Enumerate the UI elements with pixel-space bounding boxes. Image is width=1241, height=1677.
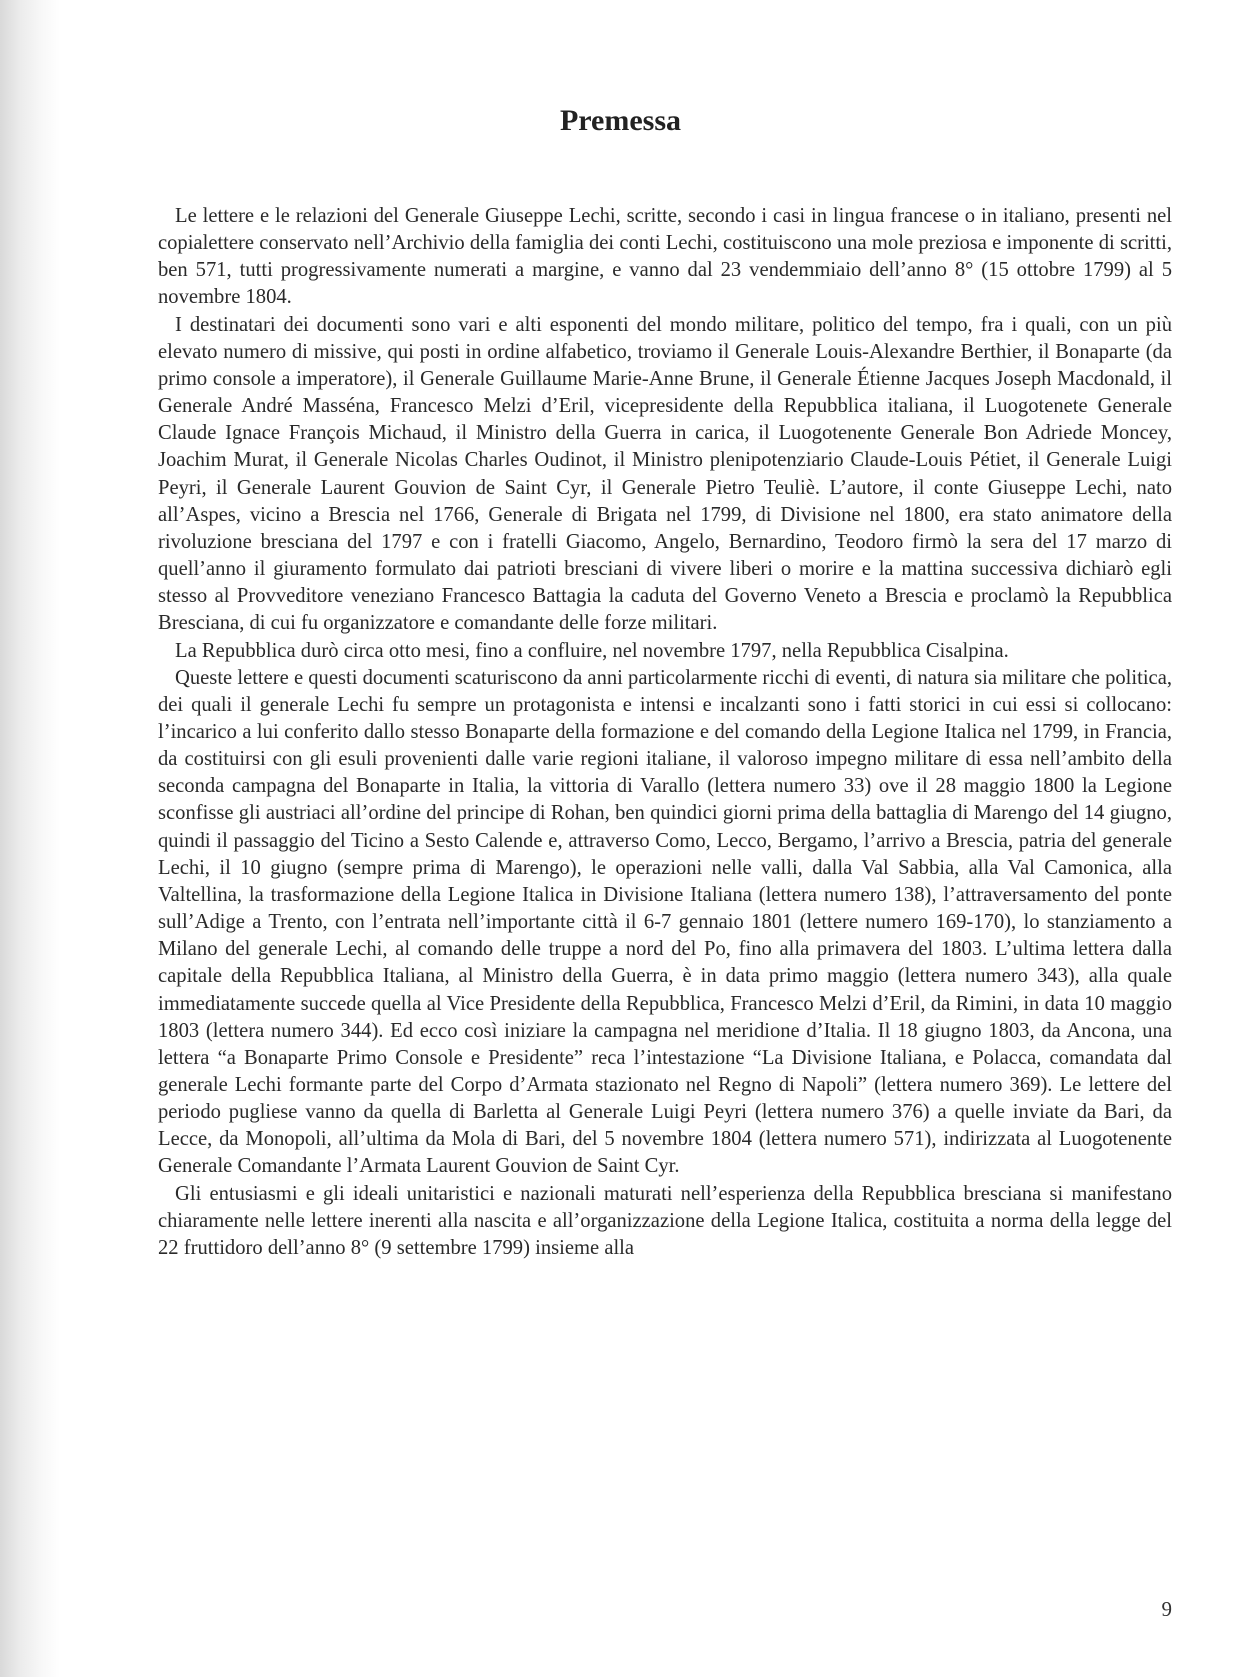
paragraph-republic: La Repubblica durò circa otto mesi, fino a confluire, nel novembre 1797, nella Repubblica Cisalpina.: [175, 639, 1009, 662]
page-number: 9: [1161, 1597, 1172, 1621]
paragraph-intro: Le lettere e le relazioni del Generale Giuseppe Lechi, scritte, secondo i casi in lingua francese o in italiano, presenti nel copialettere conservato nell’Archivio della famiglia dei conti Lechi, costituiscono una mole preziosa e imponente di scritti, ben 571, tutti progressivamente numerati a margine, e vanno dal 23 vendemmiaio dell’anno 8° (15 ottobre 1799) al 5 novembre 1804.: [158, 205, 1172, 309]
paragraph-events: Queste lettere e questi documenti scaturiscono da anni particolarmente ricchi di eventi, di natura sia militare che politica, dei quali il generale Lechi fu sempre un protagonista e intensi e incalzanti sono i fatti storici in cui essi si collocano: l’incarico a lui conferito dallo stesso Bonaparte della formazione e del comando della Legione Italica nel 1799, in Francia, da costituirsi con gli esuli provenienti dalle varie regioni italiane, il valoroso impegno militare di essa nell’ambito della seconda campagna del Bonaparte in Italia, la vittoria di Varallo (lettera numero 33) ove il 28 maggio 1800 la Legione sconfisse gli austriaci all’ordine del principe di Rohan, ben quindici giorni prima della battaglia di Marengo del 14 giugno, quindi il passaggio del Ticino a Sesto Calende e, attraverso Como, Lecco, Bergamo, l’arrivo a Brescia, patria del generale Lechi, il 10 giugno (sempre prima di Marengo), le operazioni nelle valli, dalla Val Sabbia, alla Val Camonica, alla Valtellina, la trasformazione della Legione Italica in Divisione Italiana (lettera numero 138), l’attraversamento del ponte sull’Adige a Trento, con l’entrata nell’importante città il 6-7 gennaio 1801 (lettere numero 169-170), lo stanziamento a Milano del generale Lechi, al comando delle truppe a nord del Po, fino alla primavera del 1803. L’ultima lettera dalla capitale della Repubblica Italiana, al Ministro della Guerra, è in data primo maggio (lettera numero 343), alla quale immediatamente succede quella al Vice Presidente della Repubblica, Francesco Melzi d’Eril, da Rimini, in data 10 maggio 1803 (lettera numero 344). Ed ecco così iniziare la campagna nel meridione d’Italia. Il 18 giugno 1803, da Ancona, una lettera “a Bonaparte Primo Console e Presidente” reca l’intestazione “La Divisione Italiana, e Polacca, comandata dal generale Lechi formante parte del Corpo d’Armata stazionato nel Regno di Napoli” (lettera numero 369). Le lettere del periodo pugliese vanno da quella di Barletta al Generale Luigi Peyri (lettera numero 376) a quelle inviate da Bari, da Lecce, da Monopoli, all’ultima da Mola di Bari, del 5 novembre 1804 (lettera numero 571), indirizzata al Luogotenente Generale Comandante l’Armata Laurent Gouvion de Saint Cyr.: [158, 666, 1172, 1178]
paragraph-ideals: Gli entusiasmi e gli ideali unitaristici e nazionali maturati nell’esperienza della Repubblica bresciana si manifestano chiaramente nelle lettere inerenti alla nascita e all’organizzazione della Legione Italica, costituita a norma della legge del 22 fruttidoro dell’anno 8° (9 settembre 1799) insieme alla: [158, 1182, 1172, 1259]
paragraph-recipients: I destinatari dei documenti sono vari e alti esponenti del mondo militare, politico del tempo, fra i quali, con un più elevato numero di missive, qui posti in ordine alfabetico, troviamo il Generale Louis-Alexandre Berthier, il Bonaparte (da primo console a imperatore), il Generale Guillaume Marie-Anne Brune, il Generale Étienne Jacques Joseph Macdonald, il Generale André Masséna, Francesco Melzi d’Eril, vicepresidente della Repubblica italiana, il Luogotenete Generale Claude Ignace François Michaud, il Ministro della Guerra in carica, il Luogotenente Generale Bon Adriede Moncey, Joachim Murat, il Generale Nicolas Charles Oudinot, il Ministro plenipotenziario Claude-Louis Pétiet, il Generale Luigi Peyri, il Generale Laurent Gouvion de Saint Cyr, il Generale Pietro Teuliè. L’autore, il conte Giuseppe Lechi, nato all’Aspes, vicino a Brescia nel 1766, Generale di Brigata nel 1799, di Divisione nel 1800, era stato animatore della rivoluzione bresciana del 1797 e con i fratelli Giacomo, Angelo, Bernardino, Teodoro firmò la sera del 17 marzo di quell’anno il giuramento formulato dai patrioti bresciani di vivere liberi o morire e la mattina successiva dichiarò egli stesso al Provveditore veneziano Francesco Battagia la caduta del Governo Veneto a Brescia e proclamò la Repubblica Bresciana, di cui fu organizzatore e comandante delle forze militari.: [158, 313, 1172, 635]
binding-shadow: [0, 0, 60, 1677]
page-title: Premessa: [559, 104, 682, 137]
body-text: [158, 203, 1172, 1262]
